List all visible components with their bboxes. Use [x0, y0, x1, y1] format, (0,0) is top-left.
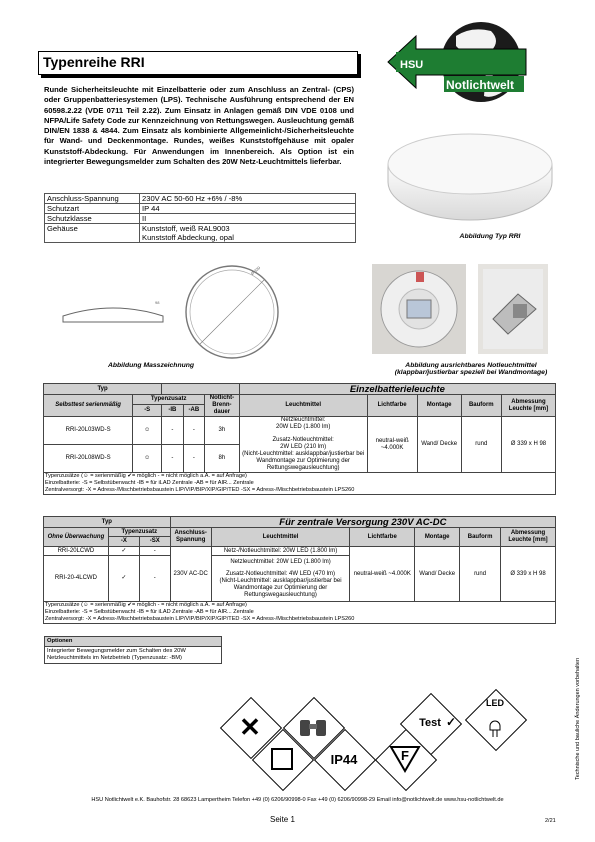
spec-key: Schutzart — [45, 204, 140, 214]
note-line: Zentralversorgt: -X = Adress-/Mischbetriebsbaustein LIP/VIP/BIP/XIP/GIP/TED -SX = Adress-/Mischbetriebsbaustein LPS260 — [45, 487, 355, 493]
diameter-dim: Ø 339 — [249, 265, 262, 276]
table-row — [44, 417, 556, 445]
cell-bauform: rund — [461, 417, 501, 473]
note-line: Einzelbatterie: -S = Selbstüberwacht -IB = für iLAD Zentrale -AB = für AIR... Zentrale — [45, 480, 254, 486]
cell-leuchtmittel — [211, 556, 350, 602]
cell-montage: Wand/ Decke — [417, 417, 461, 473]
text-line: Netzleuchtmittel: — [280, 417, 326, 423]
caption-typ: Abbildung Typ RRI — [459, 233, 521, 240]
spec-key: Gehäuse — [45, 224, 140, 243]
photo-open-luminaire — [372, 264, 466, 354]
cell-dauer: 8h — [205, 445, 240, 473]
text-line: Rettungswegausleuchtung) — [266, 465, 340, 471]
text-line: 20W LED (1.800 lm) — [275, 424, 331, 430]
top-view-drawing — [182, 262, 282, 362]
cell-s: ☺ — [133, 417, 162, 445]
side-view-drawing — [58, 292, 168, 332]
cell-abmessung: Ø 339 x H 98 — [501, 417, 555, 473]
cell-dauer: 3h — [205, 417, 240, 445]
col-lichtfarbe: Lichtfarbe — [350, 528, 415, 547]
options-box — [44, 636, 222, 664]
text-line: Zusatz-Notleuchtmittel: 4W LED (470 lm) — [226, 570, 336, 577]
col-typenzusatz: Typenzusatz — [108, 528, 170, 537]
notes — [44, 473, 556, 495]
spec-table — [44, 193, 356, 243]
spec-value: Kunststoff, weiß RAL9003 — [142, 224, 230, 233]
page-code: 2/21 — [545, 818, 556, 824]
x-icon: ✕ — [239, 711, 261, 742]
notes — [44, 602, 556, 624]
test-label: Test — [419, 717, 441, 729]
col-montage: Montage — [417, 395, 461, 417]
cell-spannung: 230V AC-DC — [170, 547, 211, 602]
cell-ib: - — [162, 417, 183, 445]
cell-typ: RRI-20-4LCWD — [44, 556, 109, 602]
col-leuchtmittel: Leuchtmittel — [211, 528, 350, 547]
text-line: (Nicht-Leuchtmittel: ausklappbar/justierbar bei — [219, 577, 342, 584]
col-spannung: Anschluss-Spannung — [170, 528, 211, 547]
caption-mass: Abbildung Masszeichnung — [107, 362, 195, 369]
table-zentral — [43, 516, 556, 624]
square-icon — [261, 738, 303, 780]
col-typ: Typ — [44, 517, 171, 528]
cell-typ: RRI-20L03WD-S — [44, 417, 133, 445]
col-selbsttest: Selbsttest serienmäßig — [44, 395, 133, 417]
ip44-label: IP44 — [330, 751, 358, 767]
cell-x: ✓ — [108, 547, 139, 556]
col-ab: -AB — [183, 405, 205, 417]
note-line: Typenzusätze (☺ = serienmäßig ✔= möglich - = nicht möglich a.A. = auf Anfrage) — [45, 473, 247, 479]
text-line: (Nicht-Leuchtmittel: ausklappbar/justierbar bei — [242, 451, 365, 457]
svg-text:HSU: HSU — [400, 59, 424, 71]
col-notlicht: Notlicht-Brenn-dauer — [205, 395, 240, 417]
check-icon: ✓ — [445, 715, 457, 729]
cell-montage: Wand/ Decke — [415, 547, 460, 602]
photo-adjustable-led — [478, 264, 548, 354]
text-line: Rettungswegausleuchtung) — [244, 591, 317, 598]
cell-bauform: rund — [460, 547, 501, 602]
note-line: Typenzusätze (☺ = serienmäßig ✔= möglich - = nicht möglich a.A. = auf Anfrage) — [45, 602, 247, 608]
intro-text: Runde Sicherheitsleuchte mit Einzelbatterie oder zum Anschluss an Zentral- (CPS) oder Gruppenbatteriesystemen (LPS). Technische Ausführung entsprechend der EN 60598.2.22 (VDE 0711 Teil 2.22). Zum Einsatz in Anlagen gemäß DIN VDE 0108 und NFPA/Life Safety Code zur Kennzeichnung von Rettungswegen. Ausleuchtung gemäß DIN/EN 1838 & 4844. Zum Einsatz als kombinierte Allgemeinlicht-/Sicherheitsleuchte für Wand- und Deckenmontage. Rundes, weißes Kunststoffgehäuse mit opaler Kunststoff-Abdeckung. Für Anwendungen im Innenbereich. Als Option ist ein integrierter Bewegungsmelder zum Schalten des 20W Netz-Leuchtmittels lieferbar. — [44, 85, 354, 167]
svg-text:Notlichtwelt: Notlichtwelt — [446, 78, 514, 92]
spec-key: Anschluss-Spannung — [45, 194, 140, 204]
spec-row — [45, 194, 356, 204]
cell-ab: - — [183, 417, 205, 445]
col-abmessung: Abmessung Leuchte [mm] — [501, 528, 556, 547]
col-typ: Typ — [44, 384, 162, 395]
section-title: Für zentrale Versorgung 230V AC-DC — [170, 517, 555, 528]
text-line: Zusatz-Notleuchtmittel: — [272, 437, 334, 443]
section-title: Einzelbatterieleuchte — [239, 384, 555, 395]
col-abmessung: Abmessung Leuchte [mm] — [501, 395, 555, 417]
cell-abmessung: Ø 339 x H 98 — [501, 547, 556, 602]
product-image — [384, 124, 556, 224]
cell-sx: - — [139, 547, 170, 556]
table-row — [44, 547, 556, 556]
page-title: Typenreihe RRI — [43, 54, 145, 70]
spec-row — [45, 204, 356, 214]
col-montage: Montage — [415, 528, 460, 547]
led-label: LED — [486, 698, 504, 708]
hsu-logo — [386, 16, 546, 112]
text-line: Wandmontage zur Optimierung der — [256, 458, 350, 464]
text-line: Wandmontage zur Optimierung der — [233, 584, 328, 591]
table-einzelbatterie — [43, 383, 556, 495]
height-dim: 98 — [155, 300, 160, 305]
text-line: 2W LED (210 lm) — [280, 444, 327, 450]
caption-line: Abbildung ausrichtbares Notleuchtmittel — [405, 362, 537, 369]
col-typenzusatz: Typenzusatz — [133, 395, 205, 405]
spacer-cell — [162, 384, 240, 395]
footer-address: HSU Notlichtwelt e.K. Bauhofstr. 28 68623 Lampertheim Telefon +49 (0) 6206/90998-0 Fax +49 (0) 6206/90998-29 Email info@notlichtwelt.de www.hsu-notlichtwelt.de — [91, 797, 504, 803]
page-number: Seite 1 — [270, 815, 295, 824]
spec-key: Schutzklasse — [45, 214, 140, 224]
spec-value: Kunststoff Abdeckung, opal — [142, 233, 234, 242]
cell-ib: - — [162, 445, 183, 473]
col-bauform: Bauform — [461, 395, 501, 417]
options-head: Optionen — [45, 637, 221, 647]
cell-lichtfarbe: neutral-weiß ~4.000K — [350, 547, 415, 602]
col-leuchtmittel: Leuchtmittel — [239, 395, 367, 417]
spec-value: 230V AC 50-60 Hz +6% / -8% — [140, 194, 356, 204]
note-line: Zentralversorgt: -X = Adress-/Mischbetriebsbaustein LIP/VIP/BIP/XIP/GIP/TED -SX = Adress-/Mischbetriebsbaustein LPS260 — [45, 616, 355, 622]
caption-notleucht — [378, 362, 564, 376]
cell-typ: RRI-20LCWD — [44, 547, 109, 556]
col-x: -X — [108, 537, 139, 547]
col-ohne: Ohne Überwachung — [44, 528, 109, 547]
cell-sx: - — [139, 556, 170, 602]
cell-s: ☺ — [133, 445, 162, 473]
cell-x: ✓ — [108, 556, 139, 602]
cell-lichtfarbe: neutral-weiß ~4.000K — [367, 417, 417, 473]
text-line: Netzleuchtmittel: 20W LED (1.800 lm) — [230, 558, 331, 565]
led-bulb-icon — [484, 712, 506, 738]
col-bauform: Bauform — [460, 528, 501, 547]
cell-leuchtmittel — [239, 417, 367, 473]
spec-value: IP 44 — [140, 204, 356, 214]
cell-ab: - — [183, 445, 205, 473]
title-box — [38, 51, 358, 75]
spec-row — [45, 214, 356, 224]
cell-typ: RRI-20L08WD-S — [44, 445, 133, 473]
col-lichtfarbe: Lichtfarbe — [367, 395, 417, 417]
col-sx: -SX — [139, 537, 170, 547]
cell-leuchtmittel: Netz-/Notleuchtmittel: 20W LED (1.800 lm) — [211, 547, 350, 556]
note-line: Einzelbatterie: -S = Selbstüberwacht -IB = für iLAD Zentrale -AB = für AIR... Zentrale — [45, 609, 254, 615]
col-ib: -IB — [162, 405, 183, 417]
spec-value: II — [140, 214, 356, 224]
f-label: F — [401, 747, 409, 763]
col-s: -S — [133, 405, 162, 417]
side-note: Technische und bauliche Änderungen vorbehalten — [575, 657, 581, 780]
spec-row — [45, 224, 356, 243]
options-text: Integrierter Bewegungsmelder zum Schalten des 20W Netzleuchtmittels im Netzbetrieb (Typenzusatz: -BM) — [47, 648, 186, 661]
caption-line: (klappbar/justierbar speziell bei Wandmontage) — [394, 369, 548, 376]
